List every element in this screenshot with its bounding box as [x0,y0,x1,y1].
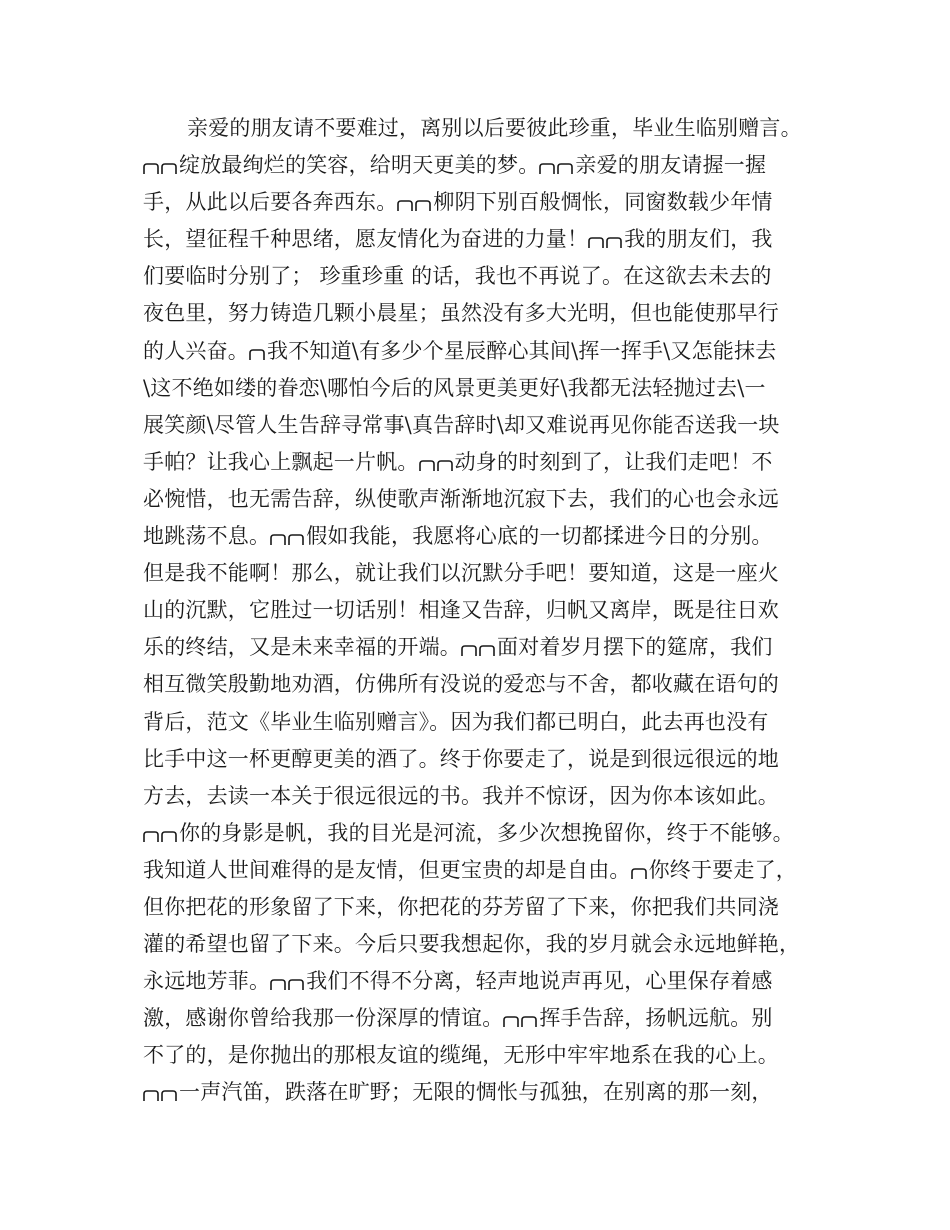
line-text: 长，望征程千种思绪，愿友情化为奋进的力量！ [143,227,589,252]
line-text: 亲爱的朋友请握一握 [575,153,767,178]
bracket-mark-icon [270,532,286,546]
text-line [143,333,823,370]
line-text: 我的朋友们，我 [624,227,773,252]
line-text: 但你把花的形象留了下来，你把花的芬芳留了下来，你把我们共同浇 [143,894,779,919]
text-line [143,1074,823,1111]
line-text: 你的身影是帆，我的目光是河流，多少次想挽留你，终于不能够。 [179,820,794,845]
text-line [143,926,823,963]
line-text: 们要临时分别了； 珍重珍重 的话，我也不再说了。在这欲去未去的 [143,264,772,289]
text-line [143,518,823,555]
line-text: 展笑颜\尽管人生告辞寻常事\真告辞时\却又难说再见你能否送我一块 [143,412,780,437]
line-text: 地跳荡不息。 [143,524,271,549]
text-line [143,370,823,407]
text-line [143,1000,823,1037]
bracket-mark-icon [143,1088,159,1102]
line-text: 的人兴奋。 [143,338,249,363]
bracket-mark-icon [503,1014,519,1028]
bracket-mark-icon [161,1088,177,1102]
text-line [143,147,823,184]
line-text: 我知道人世间难得的是友情，但更宝贵的却是自由。 [143,857,631,882]
line-text: 必惋惜，也无需告辞，纵使歌声渐渐地沉寂下去，我们的心也会永远 [143,486,779,511]
text-line [143,295,823,332]
bracket-mark-icon [557,161,573,175]
text-line [143,555,823,592]
bracket-mark-icon [479,643,495,657]
line-text: 相互微笑殷勤地劝酒，仿佛所有没说的爱恋与不舍，都收藏在语句的 [143,672,779,697]
bracket-mark-icon [461,643,477,657]
bracket-mark-icon [288,532,304,546]
line-text: 动身的时刻到了，让我们走吧！不 [454,449,773,474]
line-text: 挥手告辞，扬帆远航。别 [539,1006,773,1031]
line-text: 不了的，是你抛出的那根友谊的缆绳，无形中牢牢地系在我的心上。 [143,1043,779,1068]
bracket-mark-icon [539,161,555,175]
text-line [143,258,823,295]
bracket-mark-icon [606,235,622,249]
text-line [143,184,823,221]
line-text: 方去，去读一本关于很远很远的书。我并不惊讶，因为你本该如此。 [143,783,779,808]
text-line [143,815,823,852]
line-text: 我不知道\有多少个星辰醉心其间\挥一挥手\又怎能抹去 [267,338,777,363]
line-text: 亲爱的朋友请不要难过，离别以后要彼此珍重，毕业生临别赠言。 [187,116,802,140]
bracket-mark-icon [249,347,265,361]
line-text: 灌的希望也留了下来。今后只要我想起你，我的岁月就会永远地鲜艳， [143,932,801,957]
bracket-mark-icon [288,977,304,991]
bracket-mark-icon [631,866,647,880]
text-line [143,704,823,741]
line-text: \这不绝如缕的眷恋\哪怕今后的风景更美更好\我都无法轻抛过去\一 [143,375,766,400]
text-line [143,221,823,258]
line-text: 背后，范文《毕业生临别赠言》。因为我们都已明白，此去再也没有 [143,709,769,734]
text-line [143,666,823,703]
bracket-mark-icon [270,977,286,991]
bracket-mark-icon [588,235,604,249]
line-text: 我们不得不分离，轻声地说声再见，心里保存着感 [306,969,773,994]
bracket-mark-icon [419,458,435,472]
text-line [143,889,823,926]
line-text: 一声汽笛，跌落在旷野；无限的惆怅与孤独，在别离的那一刻， [179,1080,773,1105]
text-line [143,110,823,147]
line-text: 激，感谢你曾给我那一份深厚的情谊。 [143,1006,504,1031]
text-line [143,778,823,815]
text-line [143,444,823,481]
line-text: 柳阴下别百般惆怅，同窗数载少年情 [433,190,773,215]
line-text: 夜色里，努力铸造几颗小晨星；虽然没有多大光明，但也能使那早行 [143,301,779,326]
bracket-mark-icon [521,1014,537,1028]
bracket-mark-icon [143,161,159,175]
text-line [143,1037,823,1074]
bracket-mark-icon [415,198,431,212]
line-text: 乐的终结，又是未来幸福的开端。 [143,635,461,660]
line-text: 手，从此以后要各奔西东。 [143,190,398,215]
bracket-mark-icon [161,829,177,843]
text-line [143,407,823,444]
text-line [143,629,823,666]
line-text: 面对着岁月摆下的筵席，我们 [497,635,773,660]
line-text: 手帕？让我心上飘起一片帆。 [143,449,419,474]
body-text [143,110,823,1112]
bracket-mark-icon [437,458,453,472]
line-text: 比手中这一杯更醇更美的酒了。终于你要走了，说是到很远很远的地 [143,746,779,771]
line-text: 你终于要走了， [648,857,798,882]
line-text: 永远地芳菲。 [143,969,271,994]
bracket-mark-icon [143,829,159,843]
text-line [143,741,823,778]
bracket-mark-icon [397,198,413,212]
line-text: 绽放最绚烂的笑容，给明天更美的梦。 [179,153,540,178]
line-text: 山的沉默，它胜过一切话别！相逢又告辞，归帆又离岸，既是往日欢 [143,598,779,623]
line-text: 假如我能，我愿将心底的一切都揉进今日的分别。 [306,524,773,549]
line-text: 但是我不能啊！那么，就让我们以沉默分手吧！要知道，这是一座火 [143,561,779,586]
text-line [143,852,823,889]
text-line [143,963,823,1000]
text-line [143,481,823,518]
text-line [143,592,823,629]
bracket-mark-icon [161,161,177,175]
